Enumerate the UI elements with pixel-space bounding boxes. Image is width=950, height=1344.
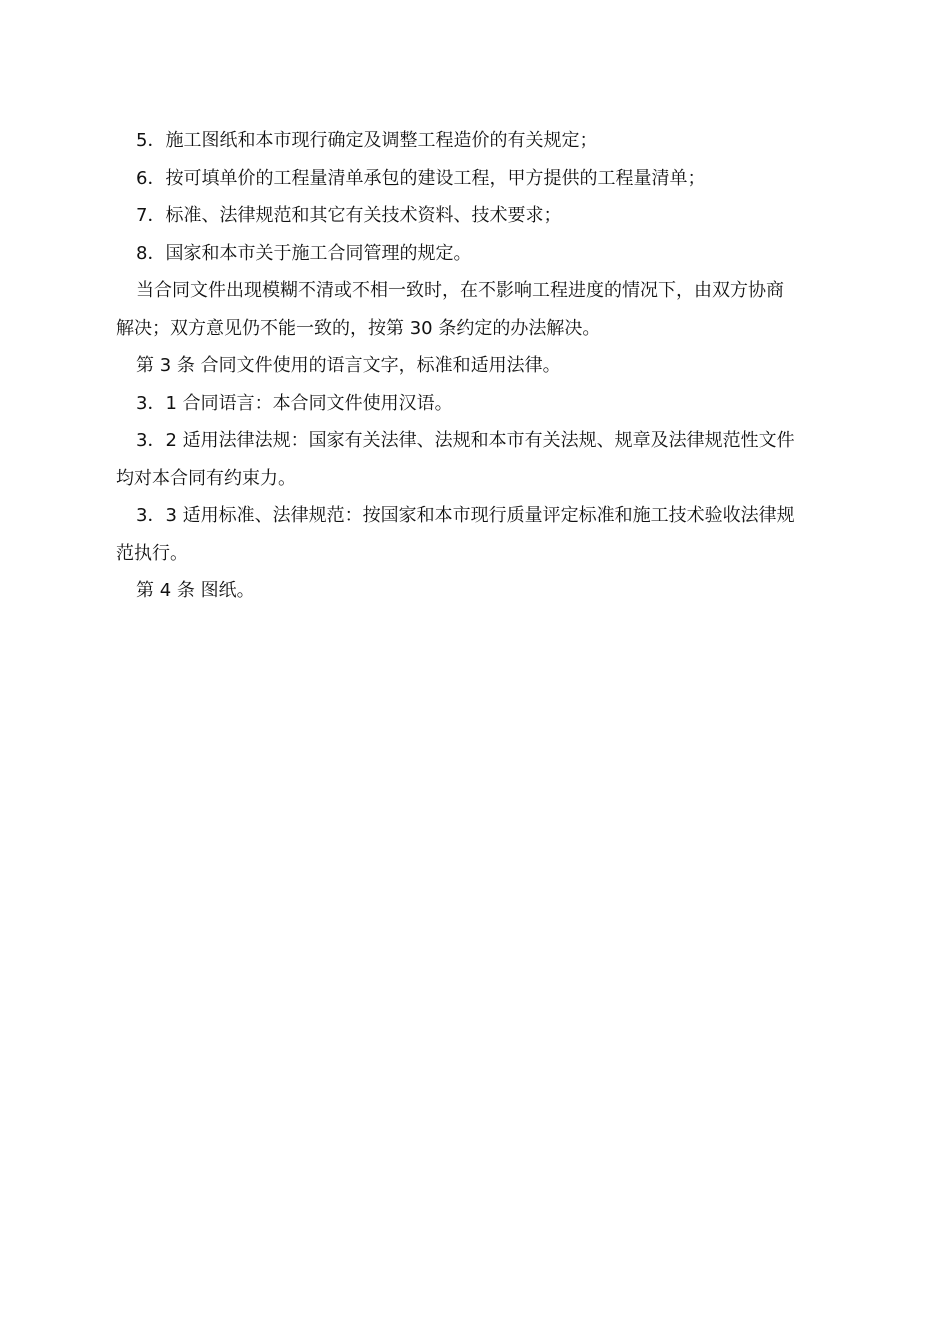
item-8-line: 8．国家和本市关于施工合同管理的规定。: [136, 242, 472, 264]
clause-3-3-line-2: 范执行。: [116, 542, 188, 564]
article-3-heading: 第 3 条 合同文件使用的语言文字，标准和适用法律。: [136, 355, 561, 376]
clause-3-2-line-2: 均对本合同有约束力。: [116, 467, 296, 489]
item-5-line: 5．施工图纸和本市现行确定及调整工程造价的有关规定；: [136, 130, 598, 151]
article-4-heading: 第 4 条 图纸。: [136, 580, 255, 601]
clause-3-2-line-1: 3．2 适用法律法规：国家有关法律、法规和本市有关法规、规章及法律规范性文件: [136, 430, 795, 451]
conflict-clause-line-1: 当合同文件出现模糊不清或不相一致时，在不影响工程进度的情况下，由双方协商: [136, 280, 784, 301]
conflict-clause-line-2: 解决；双方意见仍不能一致的，按第 30 条约定的办法解决。: [116, 317, 601, 339]
item-7-line: 7．标准、法律规范和其它有关技术资料、技术要求；: [136, 205, 562, 226]
clause-3-1-line: 3．1 合同语言：本合同文件使用汉语。: [136, 392, 453, 414]
clause-3-3-line-1: 3．3 适用标准、法律规范：按国家和本市现行质量评定标准和施工技术验收法律规: [136, 505, 795, 526]
document-body: [116, 122, 840, 610]
item-6-line: 6．按可填单价的工程量清单承包的建设工程，甲方提供的工程量清单；: [136, 167, 706, 189]
